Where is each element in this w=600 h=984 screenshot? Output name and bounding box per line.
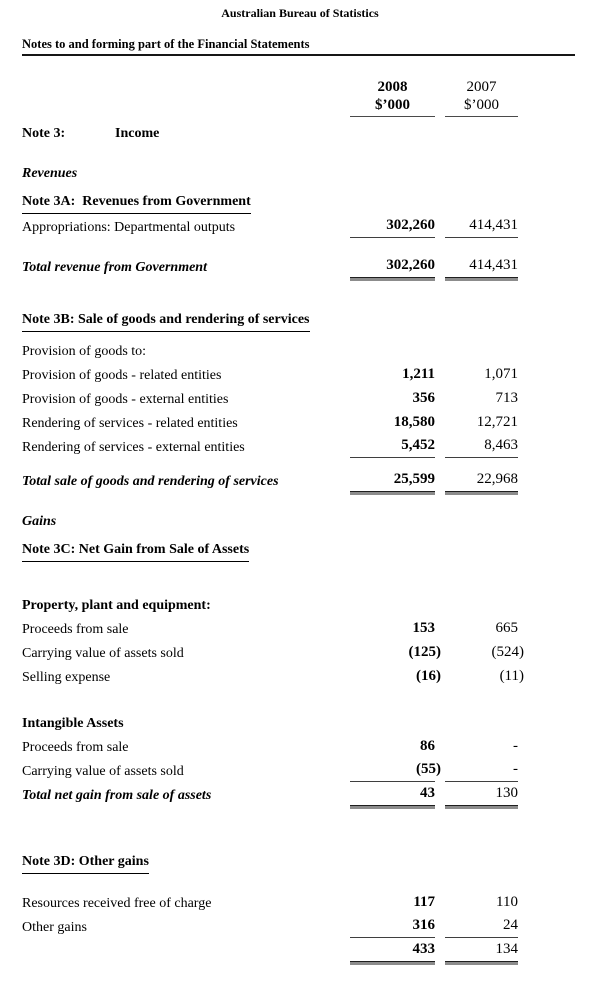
line-item-row	[22, 616, 578, 640]
heading-text: Note 3D: Other gains	[22, 852, 149, 874]
document-heading: Notes to and forming part of the Financial Statements	[22, 37, 575, 56]
note-title-row	[22, 120, 578, 144]
value-text: 12,721	[476, 414, 518, 430]
value-2007	[445, 255, 518, 278]
row-label: Resources received free of charge	[22, 896, 212, 911]
note-name: Income	[115, 126, 160, 141]
value-2007	[445, 388, 518, 410]
line-item-row	[22, 938, 578, 962]
value-text: 713	[495, 390, 518, 406]
value-2008	[350, 892, 435, 914]
value-2008	[350, 736, 435, 758]
row-label: Rendering of services - related entities	[22, 416, 238, 431]
line-item-row	[22, 758, 578, 782]
row-label: Provision of goods - related entities	[22, 368, 222, 383]
value-text: 134	[495, 941, 518, 957]
value-2008	[350, 915, 435, 938]
column-unit-2008: $’000	[375, 97, 410, 113]
value-text: 1,211	[402, 366, 435, 382]
total-row	[22, 468, 578, 492]
value-text: 302,260	[386, 257, 435, 273]
value-2008	[350, 469, 435, 492]
row-label: Provision of goods to:	[22, 344, 147, 359]
value-2007	[445, 215, 518, 238]
note-number: Note 3:	[22, 126, 66, 141]
value-text: 5,452	[401, 437, 435, 453]
value-text: (16)	[416, 668, 441, 684]
value-text: 24	[503, 917, 518, 933]
row-label: Total sale of goods and rendering of services	[22, 474, 279, 489]
spacer	[22, 278, 578, 308]
value-2008	[350, 759, 441, 782]
note-heading	[22, 190, 578, 214]
value-text: (524)	[491, 644, 524, 660]
value-text: 18,580	[393, 414, 435, 430]
value-text: 86	[420, 738, 435, 754]
heading-text: Intangible Assets	[22, 716, 124, 731]
value-text: 153	[412, 620, 435, 636]
spacer	[22, 874, 578, 890]
value-text: -	[513, 761, 518, 777]
value-2008	[350, 388, 435, 410]
line-item-row	[22, 386, 578, 410]
value-2007	[445, 759, 518, 782]
value-2008	[350, 255, 435, 278]
value-2008	[350, 215, 435, 238]
value-text: 130	[495, 785, 518, 801]
value-2007	[445, 412, 518, 434]
line-item-row	[22, 664, 578, 688]
spacer	[22, 806, 578, 850]
column-year-2007: 2007	[466, 79, 497, 95]
value-text: 316	[412, 917, 435, 933]
heading-text: Property, plant and equipment:	[22, 598, 211, 613]
column-header-2008	[350, 78, 435, 117]
value-text: 117	[413, 894, 435, 910]
note-heading	[22, 308, 578, 332]
value-text: (11)	[499, 668, 524, 684]
value-2007	[445, 892, 518, 914]
value-2007	[445, 736, 518, 758]
section-heading	[22, 160, 578, 184]
row-label: Selling expense	[22, 670, 111, 685]
line-item-row	[22, 434, 578, 458]
value-text: 414,431	[469, 257, 518, 273]
column-unit-2007: $’000	[464, 97, 499, 113]
value-2008	[350, 412, 435, 434]
line-item-row	[22, 734, 578, 758]
heading-text: Note 3C: Net Gain from Sale of Assets	[22, 540, 249, 562]
group-heading	[22, 592, 578, 616]
value-2008	[350, 618, 435, 640]
value-2008	[350, 364, 435, 386]
line-item-row	[22, 890, 578, 914]
row-label: Total net gain from sale of assets	[22, 788, 212, 803]
value-text: 302,260	[386, 217, 435, 233]
line-item-row	[22, 338, 578, 362]
value-text: 665	[495, 620, 518, 636]
spacer	[22, 562, 578, 592]
value-text: 414,431	[469, 217, 518, 233]
heading-text: Note 3A: Revenues from Government	[22, 192, 251, 214]
note-heading	[22, 538, 578, 562]
line-item-row	[22, 214, 578, 238]
value-2007	[445, 364, 518, 386]
value-text: 433	[412, 941, 435, 957]
value-text: 22,968	[476, 471, 518, 487]
row-label: Proceeds from sale	[22, 740, 129, 755]
column-year-2008: 2008	[377, 79, 408, 95]
heading-text: Gains	[22, 514, 57, 529]
value-2008	[350, 435, 435, 458]
value-text: 1,071	[484, 366, 518, 382]
note-heading	[22, 850, 578, 874]
value-2008	[350, 939, 435, 962]
value-text: (55)	[416, 761, 441, 777]
row-label: Provision of goods - external entities	[22, 392, 229, 407]
spacer	[22, 238, 578, 254]
value-2007	[445, 783, 518, 806]
group-heading	[22, 710, 578, 734]
column-header-2007	[445, 78, 518, 117]
value-2007	[445, 435, 518, 458]
row-label: Rendering of services - external entities	[22, 440, 245, 455]
value-2007	[445, 666, 524, 688]
row-label: Total revenue from Government	[22, 260, 207, 275]
value-2008	[350, 642, 441, 664]
spacer	[22, 458, 578, 468]
value-text: 25,599	[393, 471, 435, 487]
value-text: 110	[496, 894, 518, 910]
value-2008	[350, 783, 435, 806]
total-row	[22, 254, 578, 278]
row-label: Other gains	[22, 920, 87, 935]
spacer	[22, 688, 578, 710]
row-label: Proceeds from sale	[22, 622, 129, 637]
value-text: -	[513, 738, 518, 754]
line-item-row	[22, 914, 578, 938]
row-label: Appropriations: Departmental outputs	[22, 220, 236, 235]
value-2008	[350, 666, 441, 688]
value-2007	[445, 469, 518, 492]
value-text: (125)	[408, 644, 441, 660]
line-item-row	[22, 640, 578, 664]
value-text: 356	[412, 390, 435, 406]
value-text: 8,463	[484, 437, 518, 453]
line-item-row	[22, 410, 578, 434]
value-2007	[445, 618, 518, 640]
column-headers	[0, 78, 600, 117]
row-label: Carrying value of assets sold	[22, 646, 184, 661]
value-2007	[445, 915, 518, 938]
statement-rows	[0, 120, 600, 962]
total-row	[22, 782, 578, 806]
org-title: Australian Bureau of Statistics	[221, 6, 379, 20]
spacer	[22, 144, 578, 160]
heading-text: Note 3B: Sale of goods and rendering of services	[22, 310, 310, 332]
section-heading	[22, 508, 578, 532]
spacer	[22, 492, 578, 508]
value-2007	[445, 642, 524, 664]
heading-text: Revenues	[22, 166, 78, 181]
value-2007	[445, 939, 518, 962]
value-text: 43	[420, 785, 435, 801]
line-item-row	[22, 362, 578, 386]
row-label: Carrying value of assets sold	[22, 764, 184, 779]
